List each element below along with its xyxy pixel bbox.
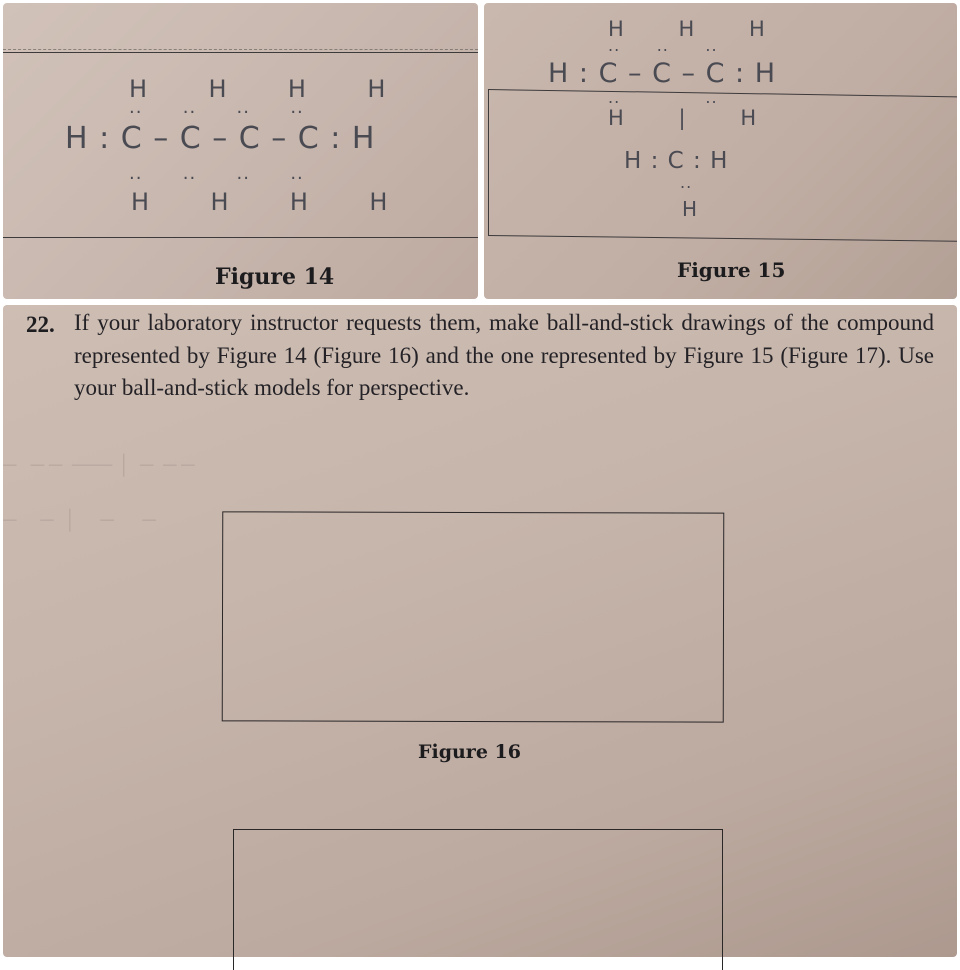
figure-14-panel — [3, 3, 478, 299]
fig15-box-left — [488, 89, 489, 235]
fig15-row-low-dots: .. .. — [608, 88, 718, 107]
bleed-through-2: ─ ─ │ ─ ─ — [3, 510, 156, 531]
divider-dotted — [3, 49, 478, 50]
bleed-through-1: ─ ─ ─ ─── │ ─ ─ ─ — [3, 455, 195, 476]
figure-16-drawing-box[interactable] — [222, 511, 725, 722]
fig15-row-branch: H : C : H — [624, 148, 729, 174]
figure-17-drawing-box[interactable] — [233, 829, 723, 970]
question-text: If your laboratory instructor requests them, make ball-and-stick drawings of the compound represented by Figure 14 (Figure 16) and the one represented by Figure 15 (Figure 17). Use your ball-and-stick models for perspective. — [74, 310, 934, 400]
fig15-row-mid: H : C – C – C : H — [548, 58, 777, 89]
figure-15-caption: Figure 15 — [677, 258, 786, 282]
fig14-row-bottom: H H H H — [131, 188, 389, 216]
fig15-row-end: H — [682, 197, 699, 221]
fig15-box-bottom — [488, 235, 957, 242]
fig14-row-mid: H : C – C – C – C : H — [65, 121, 376, 156]
fig15-row-low: H | H — [608, 106, 758, 130]
fig15-row-top-dots: .. .. .. — [608, 36, 718, 55]
question-number: 22. — [26, 312, 55, 337]
fig15-row-top: H H H — [608, 17, 766, 41]
divider-top — [3, 52, 478, 53]
fig14-row-top: H H H H — [129, 75, 387, 103]
fig14-row-top-dots: .. .. .. .. — [129, 97, 304, 118]
fig15-row-branch-dots: .. — [680, 173, 693, 192]
fig15-box-top — [488, 89, 957, 97]
divider-bottom — [3, 237, 478, 238]
fig14-row-bottom-dots: .. .. .. .. — [129, 163, 304, 184]
figure-14-caption: Figure 14 — [215, 264, 335, 290]
figure-15-panel — [484, 3, 957, 299]
figure-16-caption: Figure 16 — [418, 741, 521, 763]
